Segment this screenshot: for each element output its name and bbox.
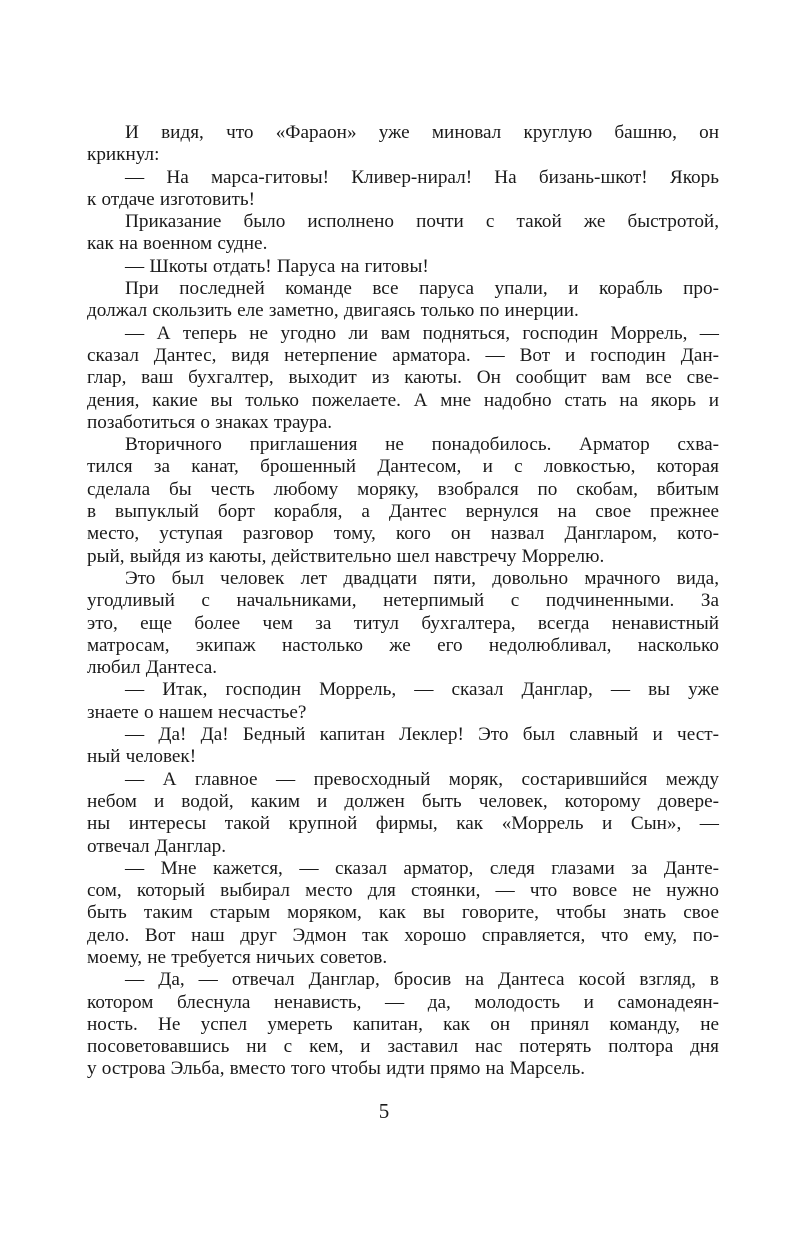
text-line: должал скользить еле заметно, двигаясь только по инерции. bbox=[87, 300, 579, 322]
paragraph bbox=[87, 323, 719, 434]
text-line: — Да, — отвечал Данглар, бросив на Дантеса косой взгляд, в bbox=[125, 969, 719, 991]
text-line: это, еще более чем за титул бухгалтера, всегда ненавистный bbox=[87, 612, 719, 634]
text-line: как на военном судне. bbox=[87, 233, 268, 255]
text-line: Это был человек лет двадцати пяти, довольно мрачного вида, bbox=[125, 567, 719, 589]
text-line: рый, выйдя из каюты, действительно шел навстречу Моррелю. bbox=[87, 545, 605, 567]
text-line: котором блеснула ненависть, — да, молодость и самонадеян- bbox=[87, 991, 719, 1013]
paragraph bbox=[87, 969, 719, 1080]
text-line: сказал Дантес, видя нетерпение арматора. — Вот и господин Дан- bbox=[87, 344, 719, 366]
text-line: позаботиться о знаках траура. bbox=[87, 411, 333, 433]
text-line: у острова Эльба, вместо того чтобы идти прямо на Марсель. bbox=[87, 1058, 586, 1080]
paragraph bbox=[87, 568, 719, 679]
page-number: 5 bbox=[378, 1099, 390, 1123]
paragraph bbox=[87, 278, 719, 323]
text-line: сделала бы честь любому моряку, взобрался по скобам, вбитым bbox=[87, 478, 719, 500]
paragraph bbox=[87, 769, 719, 858]
text-line: к отдаче изготовить! bbox=[87, 188, 255, 210]
text-line: — Мне кажется, — сказал арматор, следя глазами за Данте- bbox=[125, 857, 719, 879]
text-line: тился за канат, брошенный Дантесом, и с ловкостью, которая bbox=[87, 456, 719, 478]
text-line: моему, не требуется ничьих советов. bbox=[87, 946, 388, 968]
text-line: любил Дантеса. bbox=[87, 657, 218, 679]
text-line: угодливый с начальниками, нетерпимый с подчиненными. За bbox=[87, 590, 719, 612]
text-line: Вторичного приглашения не понадобилось. Арматор схва- bbox=[125, 434, 719, 456]
text-line: быть таким старым моряком, как вы говорите, чтобы знать свое bbox=[87, 902, 719, 924]
text-line: глар, ваш бухгалтер, выходит из каюты. Он сообщит вам все све- bbox=[87, 367, 719, 389]
text-line: место, уступая разговор тому, кого он назвал Дангларом, кото- bbox=[87, 523, 719, 545]
text-line: ный человек! bbox=[87, 746, 197, 768]
text-line: небом и водой, каким и должен быть человек, которому довере- bbox=[87, 790, 719, 812]
text-line: При последней команде все паруса упали, и корабль про- bbox=[125, 278, 719, 300]
text-line: — Шкоты отдать! Паруса на гитовы! bbox=[125, 255, 429, 277]
paragraph bbox=[87, 724, 719, 769]
paragraph bbox=[87, 256, 719, 278]
text-line: сом, который выбирал место для стоянки, — что вовсе не нужно bbox=[87, 880, 719, 902]
text-line: в выпуклый борт корабля, а Дантес вернулся на свое прежнее bbox=[87, 501, 719, 523]
text-line: крикнул: bbox=[87, 144, 160, 166]
text-line: отвечал Данглар. bbox=[87, 835, 227, 857]
text-line: И видя, что «Фараон» уже миновал круглую башню, он bbox=[125, 122, 719, 143]
text-line: посоветовавшись ни с кем, и заставил нас потерять полтора дня bbox=[87, 1036, 719, 1058]
text-line: матросам, экипаж настолько же его недолюбливал, насколько bbox=[87, 634, 719, 656]
paragraph bbox=[87, 122, 719, 167]
paragraph bbox=[87, 858, 719, 969]
paragraph bbox=[87, 434, 719, 568]
text-line: ность. Не успел умереть капитан, как он принял команду, не bbox=[87, 1013, 719, 1035]
paragraph bbox=[87, 211, 719, 256]
text-line: ны интересы такой крупной фирмы, как «Моррель и Сын», — bbox=[87, 813, 719, 835]
text-line: дения, какие вы только пожелаете. А мне надобно стать на якорь и bbox=[87, 389, 719, 411]
text-line: — На марса-гитовы! Кливер-нирал! На бизань-шкот! Якорь bbox=[125, 166, 719, 188]
text-line: — А главное — превосходный моряк, состарившийся между bbox=[125, 768, 719, 790]
text-line: дело. Вот наш друг Эдмон так хорошо справляется, что ему, по- bbox=[87, 924, 719, 946]
paragraph bbox=[87, 167, 719, 212]
page-text bbox=[87, 122, 719, 1081]
text-line: — А теперь не угодно ли вам подняться, господин Моррель, — bbox=[125, 322, 719, 344]
text-line: знаете о нашем несчастье? bbox=[87, 701, 307, 723]
paragraph bbox=[87, 679, 719, 724]
text-line: Приказание было исполнено почти с такой же быстротой, bbox=[125, 211, 719, 233]
text-line: — Итак, господин Моррель, — сказал Данглар, — вы уже bbox=[125, 679, 719, 701]
text-line: — Да! Да! Бедный капитан Леклер! Это был славный и чест- bbox=[125, 724, 719, 746]
